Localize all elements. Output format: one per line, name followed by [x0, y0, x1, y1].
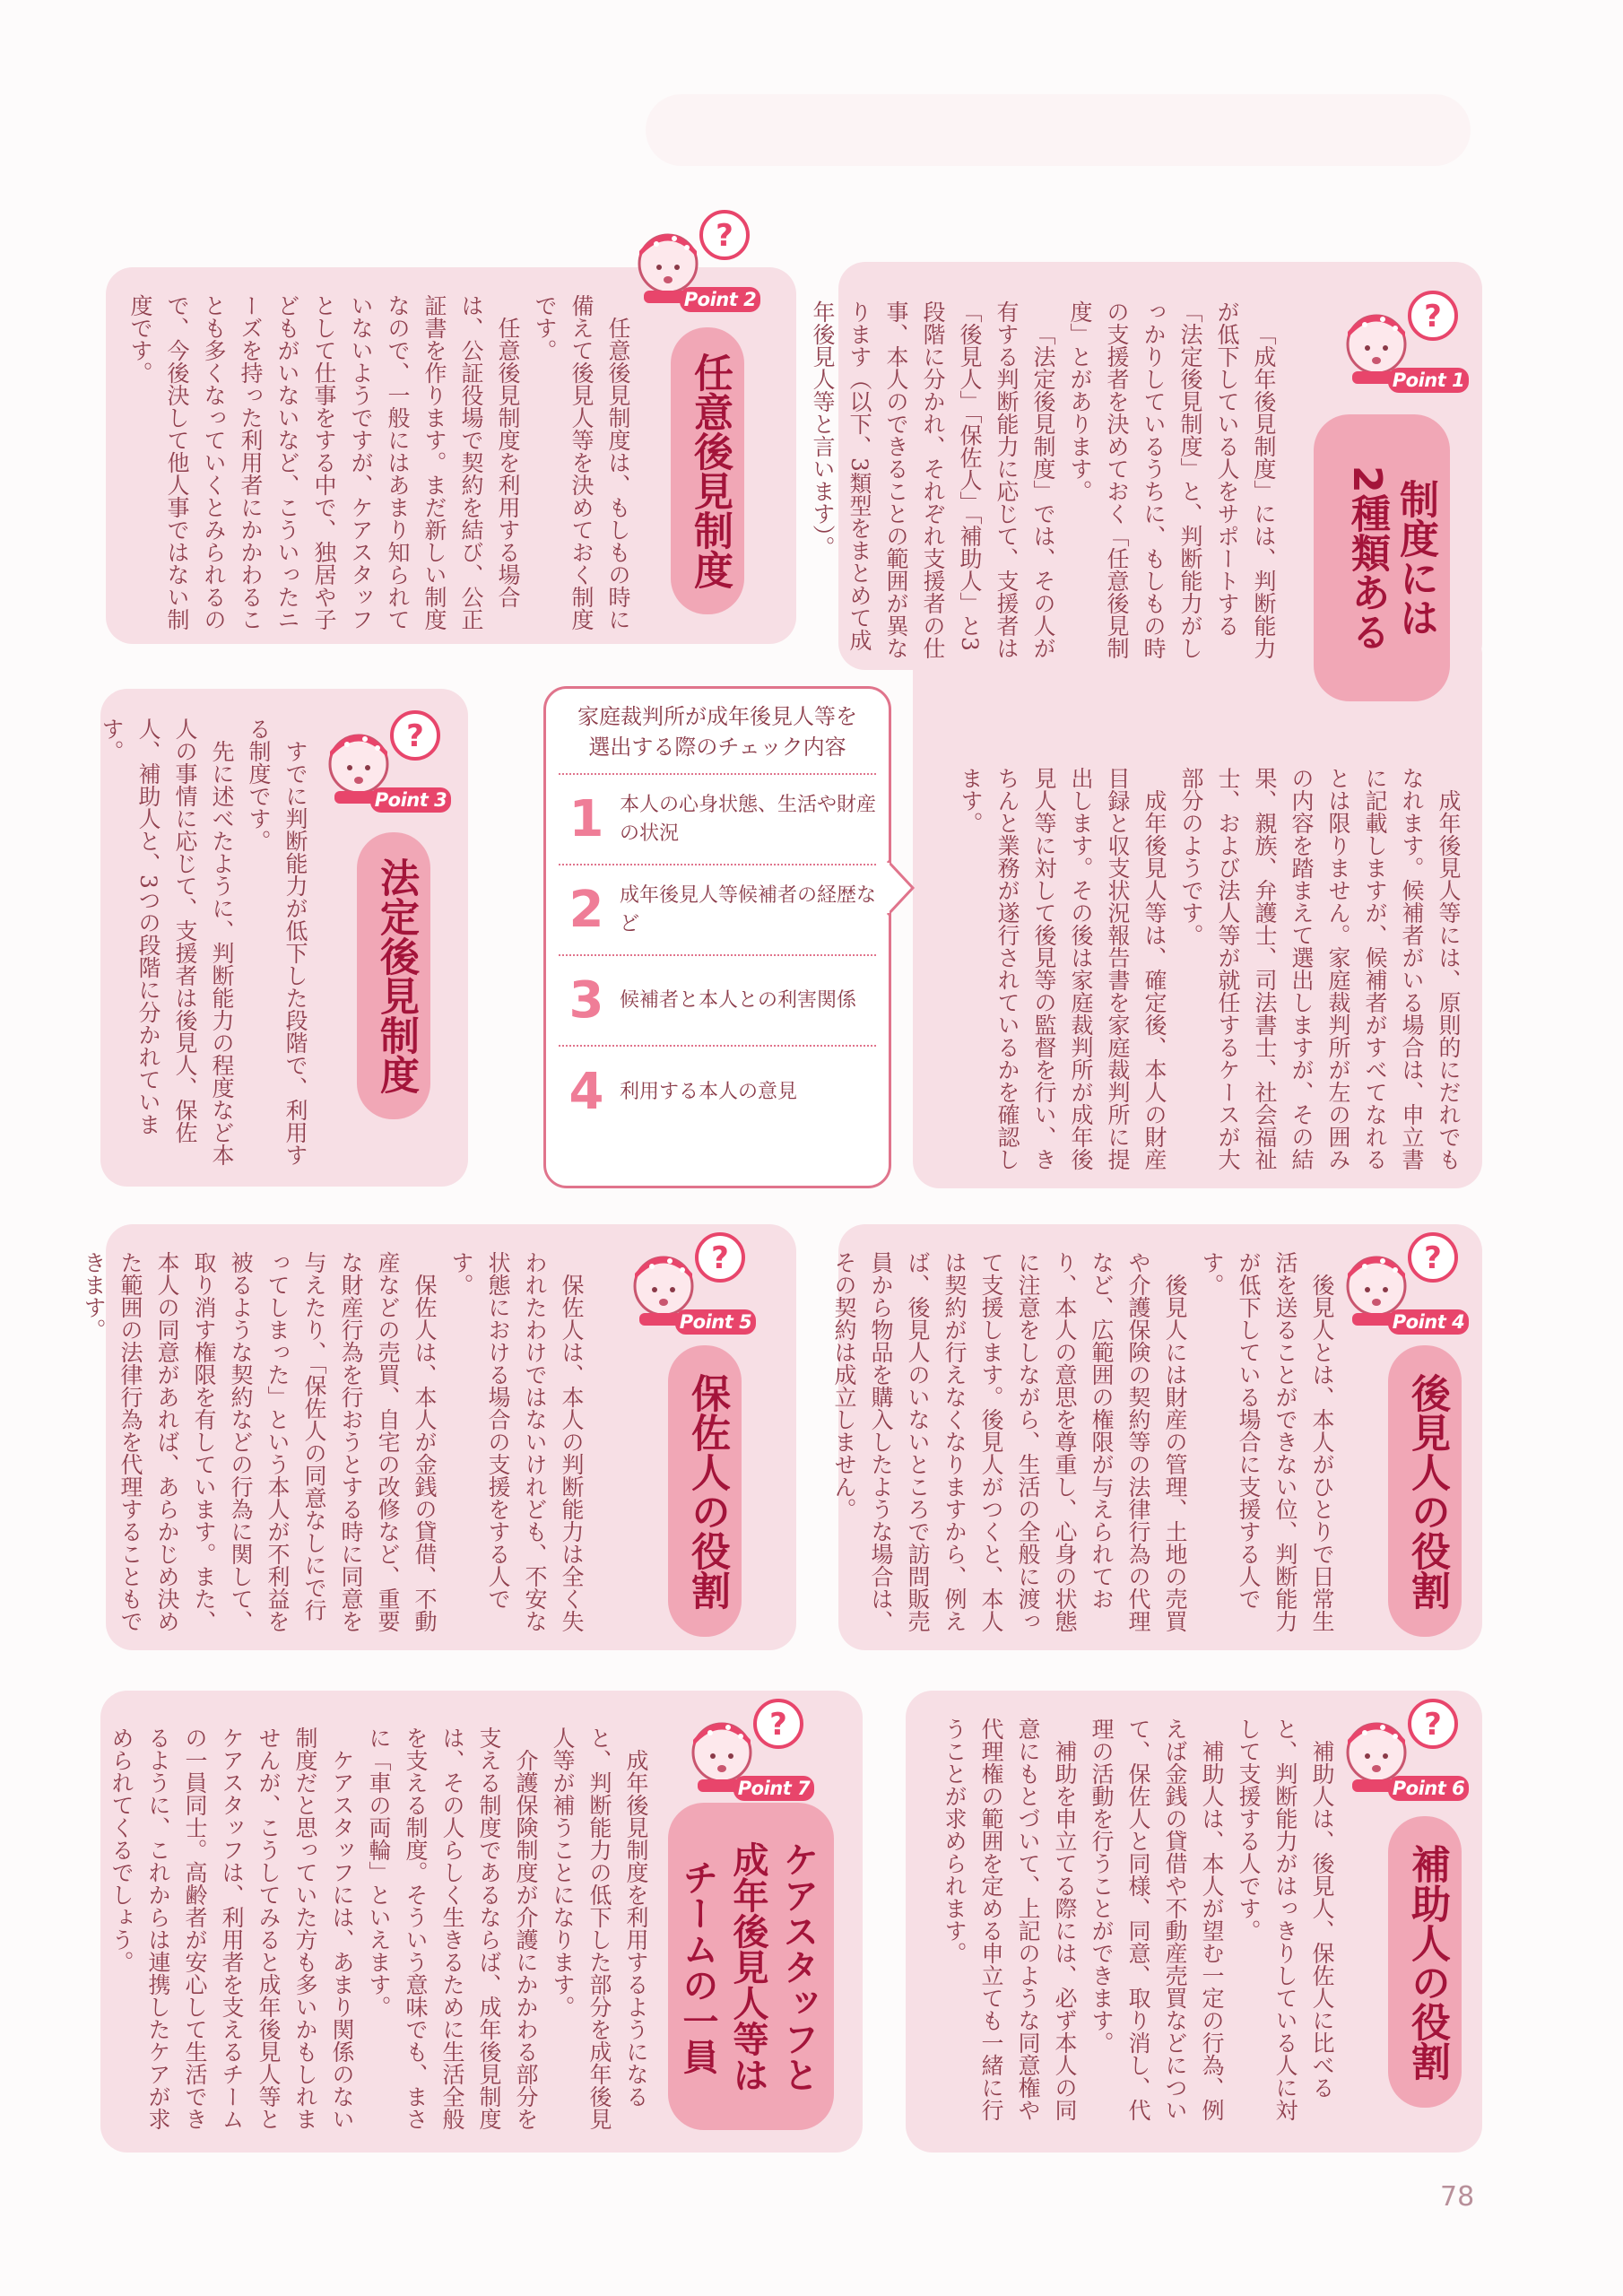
checklist-number: 1 [568, 790, 604, 848]
point1-label: Point 1 [1388, 368, 1469, 393]
point1-body: 「成年後見制度」には、判断能力が低下している人をサポートする「法定後見制度」と、判断能力がしっかりしているうちに、もしもの時の支援者を決めておく「任意後見制度」とがあります。 「法定後見制度」では、その人が有する判断能力に応じて、支援者は「後見人」「保佐人」「補助人」と3段階に分かれ、それぞれ支援者の仕事、本人のできることの範囲が異なります（以下、3類型をまとめて成年後見人等と言います）。 [810, 300, 1277, 659]
point4-label: Point 4 [1388, 1309, 1469, 1335]
point2-body: 任意後見制度は、もしもの時に備えて後見人等を決めておく制度です。 任意後見制度を利用する場合は、公証役場で契約を結び、公正証書を作ります。まだ新しい制度なので、一般にはあまり知られていないようですが、ケアスタッフとして仕事をする中で、独居や子どもがいないなど、こういったニーズを持った利用者にかかわることも多くなっていくとみられるので、今後決して他人事ではない制度です。 [127, 294, 631, 631]
checklist-text: 利用する本人の意見 [620, 1080, 798, 1103]
checklist-item [559, 956, 876, 1047]
point2-label: Point 2 [680, 287, 760, 312]
point3-heading: 法定後見制度 [357, 832, 430, 1119]
point3-badge [318, 709, 447, 816]
faded-header-banner [646, 94, 1471, 166]
point5-badge [623, 1231, 752, 1338]
point4-heading: 後見人の役割 [1388, 1345, 1462, 1637]
point3-label: Point 3 [370, 787, 451, 813]
point5-label: Point 5 [675, 1309, 756, 1335]
point6-heading: 補助人の役割 [1388, 1816, 1462, 2108]
checklist-text: 本人の心身状態、生活や財産の状況 [620, 793, 877, 845]
point6-body: 補助人は、後見人、保佐人に比べると、判断能力がはっきりしている人に対して支援する人です。 補助人は、本人が望む一定の行為、例えば金銭の貸借や不動産売買などについて、保佐人と同様、同意、取り消し、代理の活動を行うことができます。 補助を申立てる際には、必ず本人の同意にもとづいて、上記のような同意権や代理権の範囲を定める申立ても一緒に行うことが求められます。 [942, 1718, 1335, 2121]
checklist-item [559, 1047, 876, 1137]
checklist-text: 候補者と本人との利害関係 [620, 988, 857, 1012]
svg-text:?: ? [1424, 1240, 1442, 1276]
point6-label: Point 6 [1388, 1776, 1469, 1801]
svg-text:?: ? [711, 1240, 729, 1276]
page-number: 78 [1440, 2181, 1475, 2213]
point1-heading: 制度には 2種類ある [1314, 414, 1450, 701]
svg-text:?: ? [769, 1707, 787, 1743]
point6-badge [1336, 1697, 1465, 1805]
checklist-number: 3 [568, 971, 604, 1030]
checklist-item [559, 865, 876, 956]
point4-body: 後見人とは、本人がひとりで日常生活を送ることができない位、判断能力が低下している場合に支援する人です。 後見人には財産の管理、土地の売買や介護保険の契約等の法律行為の代理など、広範囲の権限が与えられており、本人の意思を尊重し、心身の状態に注意をしながら、生活の全般に渡って支援します。後見人がつくと、本人は契約が行えなくなりますから、例えば、後見人のいないところで訪問販売員から物品を購入したような場合は、その契約は成立しません。 [831, 1251, 1335, 1632]
svg-text:?: ? [1424, 1707, 1442, 1743]
svg-text:?: ? [716, 218, 733, 254]
speech-tail-icon [888, 861, 915, 915]
checklist-item [559, 775, 876, 865]
checklist-number: 4 [568, 1063, 604, 1121]
checklist-box [543, 686, 891, 1188]
point1-badge [1336, 289, 1465, 396]
point2-badge [628, 208, 757, 316]
point5-heading: 保佐人の役割 [668, 1345, 742, 1637]
point2-heading: 任意後見制度 [671, 327, 744, 614]
point7-body: 成年後見制度を利用するようになると、判断能力の低下した部分を成年後見人等が補うことになります。 介護保険制度が介護にかかわる部分を支える制度であるならば、成年後見制度は、その人らしく生きるために生活全般を支える制度。そういう意味でも、まさに「車の両輪」といえます。 ケアスタッフには、あまり関係のない制度だと思っていた方も多いかもしれませんが、こうしてみると成年後見人等とケアスタッフは、利用者を支えるチームの一員同士。高齢者が安心して生活できるように、これからは連携したケアが求められてくるでしょう。 [108, 1726, 649, 2130]
checklist-number: 2 [568, 881, 604, 939]
svg-text:?: ? [406, 718, 424, 754]
point4-badge [1336, 1231, 1465, 1338]
point7-label: Point 7 [733, 1776, 814, 1801]
point3-body: すでに判断能力が低下した段階で、利用する制度です。 先に述べたように、判断能力の程度など本人の事情に応じて、支援者は後見人、保佐人、補助人と、3つの段階に分かれています。 [99, 718, 308, 1166]
point7-heading: ケアスタッフと 成年後見人等は チームの一員 [668, 1803, 834, 2130]
point1-body-continued: 成年後見人等には、原則的にだれでもなれます。候補者がいる場合は、申立書に記載しますが、候補者がすべてなれるとは限りません。家庭裁判所が左の囲みの内容を踏まえて選出しますが、その結果、親族、弁護士、司法書士、社会福祉士、および法人等が就任するケースが大部分のようです。 成年後見人等は、確定後、本人の財産目録と収支状況報告書を家庭裁判所に提出します。その後は家庭裁判所が成年後見人等に対して後見等の監督を行い、きちんと業務が遂行されているかを確認します。 [958, 767, 1462, 1170]
svg-text:?: ? [1424, 299, 1442, 335]
checklist-text: 成年後見人等候補者の経歴など [620, 883, 877, 935]
point7-badge [681, 1697, 811, 1805]
point5-body: 保佐人は、本人の判断能力は全く失われたわけではないけれども、不安な状態における場合の支援をする人です。 保佐人は、本人が金銭の貸借、不動産などの売買、自宅の改修など、重要な財産行為を行おうとする時に同意を与えたり、「保佐人の同意なしにで行ってしまった」という本人が不利益を被るような契約などの行為に関して、取り消す権限を有しています。また、本人の同意があれば、あらかじめ決めた範囲の法律行為を代理することもできます。 [81, 1251, 585, 1632]
checklist-title: 家庭裁判所が成年後見人等を選出する際のチェック内容 [559, 689, 876, 775]
